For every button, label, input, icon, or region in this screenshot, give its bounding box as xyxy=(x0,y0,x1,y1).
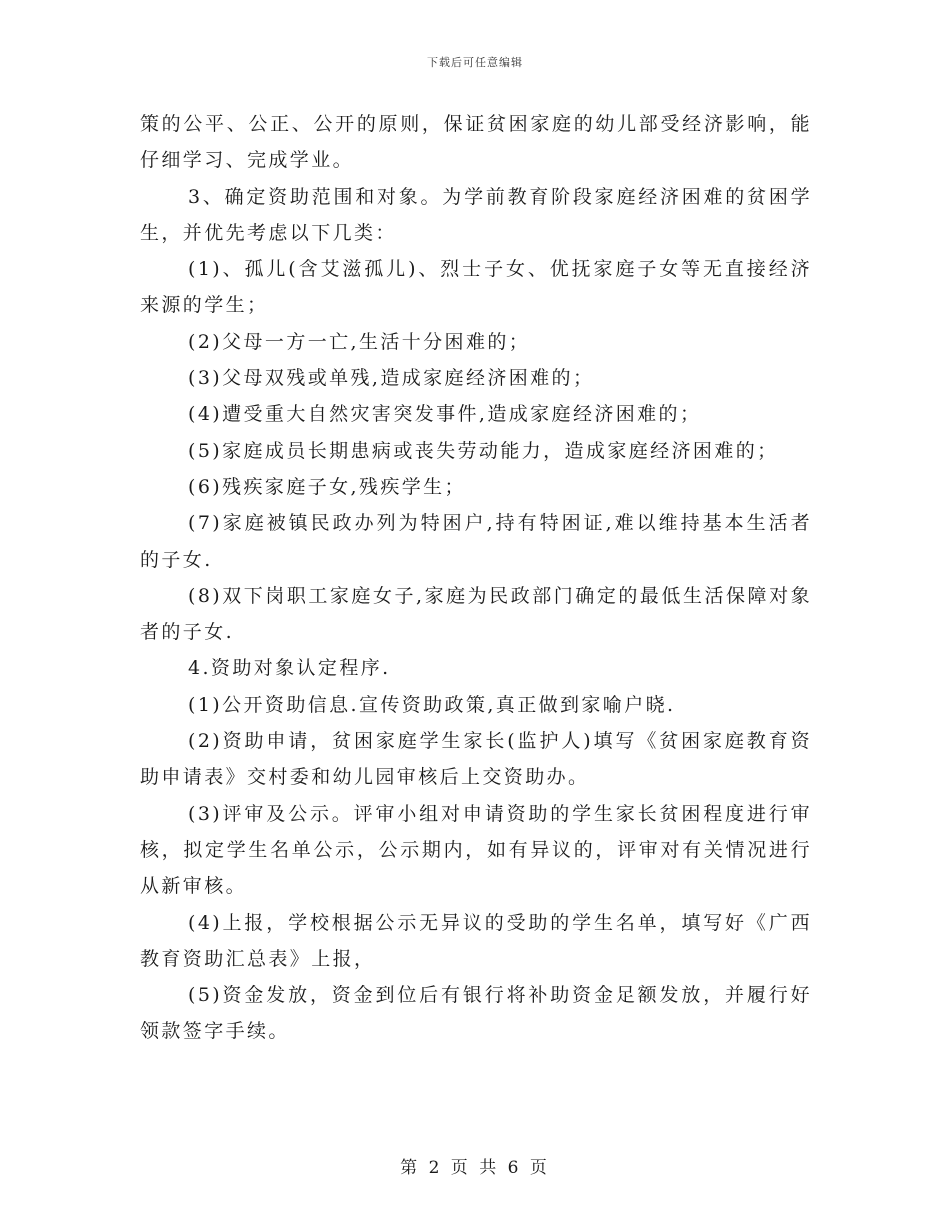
paragraph: (7)家庭被镇民政办列为特困户,持有特困证,难以维持基本生活者的子女. xyxy=(140,512,812,571)
paragraph: (4)遭受重大自然灾害突发事件,造成家庭经济困难的； xyxy=(188,403,702,426)
paragraph: (4)上报，学校根据公示无异议的受助的学生名单，填写好《广西教育资助汇总表》上报， xyxy=(140,911,812,970)
paragraph: (5)资金发放，资金到位后有银行将补助资金足额发放，并履行好领款签字手续。 xyxy=(140,984,812,1043)
paragraph: (3)评审及公示。评审小组对申请资助的学生家长贫困程度进行审核，拟定学生名单公示，公示期内，如有异议的，评审对有关情况进行从新审核。 xyxy=(140,802,812,898)
document-body xyxy=(140,106,812,1050)
paragraph: (3)父母双残或单残,造成家庭经济困难的； xyxy=(188,367,595,390)
page-header: 下载后可任意编辑 xyxy=(427,56,523,69)
paragraph: (8)双下岗职工家庭女子,家庭为民政部门确定的最低生活保障对象者的子女. xyxy=(140,584,812,644)
paragraph: 3、确定资助范围和对象。为学前教育阶段家庭经济困难的贫困学生，并优先考虑以下几类： xyxy=(140,185,812,244)
paragraph: 4.资助对象认定程序. xyxy=(188,657,391,680)
page-number-footer: 第 2 页 共 6 页 xyxy=(400,1158,550,1178)
paragraph: (5)家庭成员长期患病或丧失劳动能力，造成家庭经济困难的； xyxy=(188,439,779,462)
paragraph: (6)残疾家庭子女,残疾学生； xyxy=(188,475,466,498)
paragraph: 策的公平、公正、公开的原则，保证贫困家庭的幼儿部受经济影响，能仔细学习、完成学业。 xyxy=(140,113,812,172)
paragraph: (1)、孤儿(含艾滋孤儿)、烈士子女、优抚家庭子女等无直接经济来源的学生； xyxy=(140,258,812,317)
paragraph: (2)资助申请，贫困家庭学生家长(监护人)填写《贫困家庭教育资助申请表》交村委和幼儿园审核后上交资助办。 xyxy=(140,730,812,789)
paragraph: (2)父母一方一亡,生活十分困难的； xyxy=(188,330,531,353)
paragraph: (1)公开资助信息.宣传资助政策,真正做到家喻户晓. xyxy=(188,693,676,716)
